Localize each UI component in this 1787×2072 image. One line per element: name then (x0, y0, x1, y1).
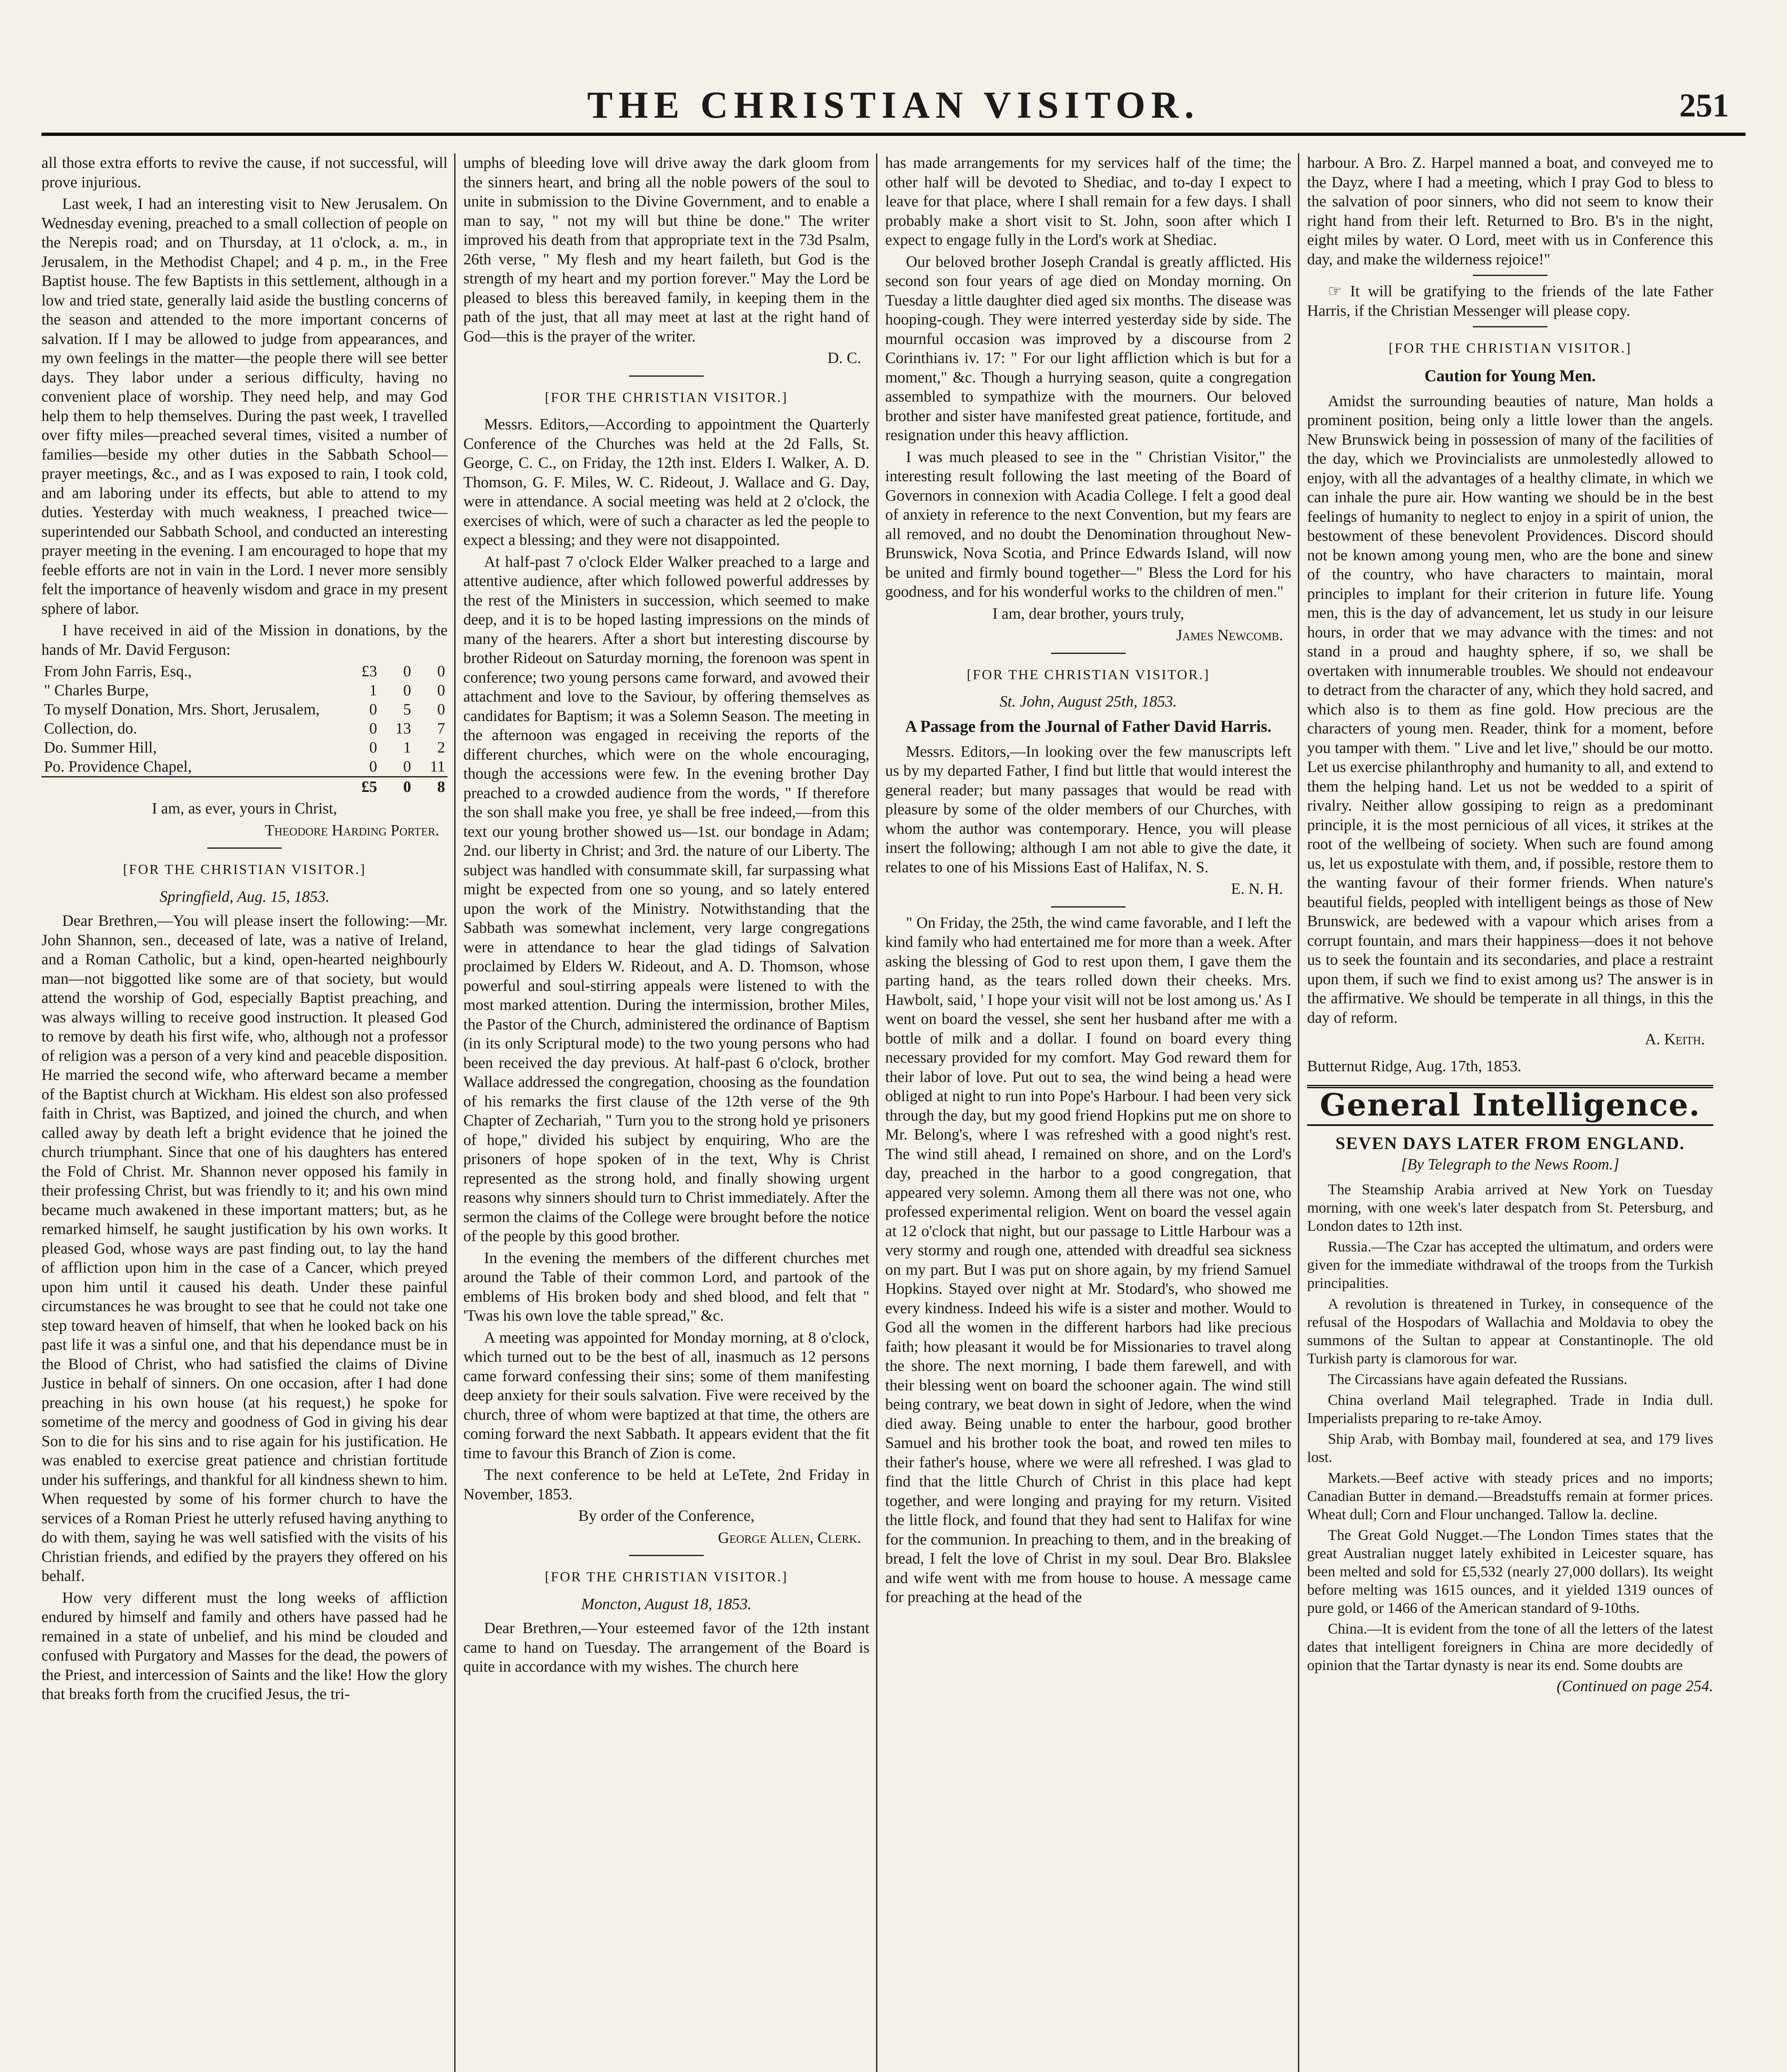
divider (1051, 906, 1126, 908)
news-item: A revolution is threatened in Turkey, in consequence of the refusal of the Hospodars of Wallachia and Moldavia to obey the summons of the Sultan to appear at Constantinople. The old Turkish party is clamorous for war. (1307, 1295, 1713, 1367)
table-cell: 0 (403, 682, 411, 699)
section-head: [FOR THE CHRISTIAN VISITOR.] (1388, 341, 1632, 356)
column-divider (876, 153, 877, 2072)
news-item: The Circassians have again defeated the Russians. (1328, 1370, 1627, 1387)
column-1 (41, 153, 448, 2072)
paragraph: Amidst the surrounding beauties of nature, Man holds a prominent position, being only a little lower than the angels. New Brunswick being in possession of many of the facilities of the day, which we Provincialists are unmolestedly allowed to enjoy, with all the advantages of a healthy climate, in which we can inhale the pure air. How wanting we should be in the best feelings of humanity to neglect to enjoy in a spirit of union, the bestowment of these benevolent Providences. Discord should not be known among young men, who are the bone and sinew of the country, who have characters to maintain, moral principles to implant for their criterion in future life. Young men, this is the day of advancement, let us study in our leisure hours, in order that we may advance with the times: and not stand in a proud and haughty sphere, if so, we shall be overtaken with innumerable troubles. We should not endeavour to detract from the character of any, which they hold sacred, and which also is to them as fine gold. How precious are the characters of young men. Reader, think for a moment, before you tamper with them. " Live and let live," should be our motto. Let us exercise philanthrophy and humanity to all, and extend to them the helping hand. Let us not be wedded to a spirit of rivalry. Neither allow gossiping to reign as a predominant principle, it is the most pernicious of all vices, it strikes at the root of the wellbeing of society. When such are found among us, let us expostulate with them, and, if possible, restore them to the wanting favour of their former friends. When nature's beautiful fields, peopled with intelligent beings as those of New Brunswick, are bedewed with a vapour which arises from a corrupt fountain, and mars their happiness—does it not behove us to seek the fountain and its secondaries, and place a restraint upon them, if such we find to exist among us? The answer is in the affirmative. We should be temperate in all things, in this the day of reform. (1307, 392, 1713, 1026)
table-cell: 1 (403, 739, 411, 756)
page-number: 251 (1679, 87, 1729, 124)
table-cell: 13 (395, 720, 411, 737)
dateline: Springfield, Aug. 15, 1853. (160, 888, 329, 905)
divider (207, 847, 282, 849)
table-cell: 0 (369, 758, 377, 775)
news-item: The Steamship Arabia arrived at New York on Tuesday morning, with one week's later despatch from St. Petersburg, and London dates to 12th inst. (1307, 1181, 1713, 1234)
table-cell: £3 (361, 663, 377, 680)
paragraph: ☞ It will be gratifying to the friends of the late Father Harris, if the Christian Messenger will please copy. (1307, 283, 1713, 320)
paragraph: I was much pleased to see in the " Christian Visitor," the interesting result following the last meeting of the Board of Governors in connexion with Acadia College. I felt a good deal of anxiety in reference to the next Convention, but my fears are all removed, and no doubt the Denomination throughout New-Brunswick, Nova Scotia, and Prince Edwards Island, will now be united and firmly bound together—" Bless the Lord for his goodness, and for his wonderful works to the children of men." (885, 448, 1291, 600)
divider (629, 1555, 704, 1556)
paragraph: Last week, I had an interesting visit to New Jerusalem. On Wednesday evening, preached to a small collection of people on the Nerepis road; and on Thursday, at 11 o'clock, a. m., in Jerusalem, in the Methodist Chapel; and 4 p. m., in the Free Baptist house. The few Baptists in this settlement, although in a low and tried state, generally laid aside the bustling concerns of the season and attended to the more important concerns of salvation. If I may be allowed to judge from appearances, and my own feelings in the matter—the people there will see better days. They labor under a serious difficulty, having no convenient place of worship. They need help, and may God help them to help themselves. During the past week, I travelled over fifty miles—preached several times, visited a number of families—beside my other duties in the Sabbath School—prayer meetings, &c., and as I was exposed to rain, I took cold, and am laboring under its effects, but able to attend to my duties. Yesterday with much weakness, I preached twice—superintended our Sabbath School, and conducted an interesting prayer meeting in the evening. I am encouraged to hope that my feeble efforts are not in vain in the Lord. I never more sensibly felt the importance of heavenly wisdom and grace in my present sphere of labor. (41, 195, 448, 617)
section-head: [FOR THE CHRISTIAN VISITOR.] (966, 667, 1210, 683)
column-divider (454, 153, 455, 2072)
table-cell: 0 (437, 682, 445, 699)
table-cell: 0 (403, 758, 411, 775)
paragraph: A meeting was appointed for Monday morning, at 8 o'clock, which turned out to be the best of all, inasmuch as 12 persons came forward confessing their sins; some of them manifesting deep anxiety for their souls salvation. Five were received by the church, three of whom were baptized at that time, the others are coming forward the next Sabbath. It appears evident that the fit time to favour this Branch of Zion is come. (463, 1329, 869, 1462)
news-subhead: [By Telegraph to the News Room.] (1401, 1156, 1620, 1173)
signature: A. Keith. (1645, 1031, 1705, 1048)
table-row (41, 681, 448, 700)
table-cell: Do. Summer Hill, (44, 739, 157, 756)
table-cell: 0 (380, 777, 414, 797)
table-cell: Po. Providence Chapel, (44, 758, 192, 775)
table-cell: " Charles Burpe, (44, 682, 149, 699)
signature: James Newcomb. (1176, 627, 1283, 644)
general-intelligence-banner: General Intelligence. (1307, 1085, 1713, 1126)
paragraph: Our beloved brother Joseph Crandal is greatly afflicted. His second son four years of age died on Monday morning. On Tuesday a little daughter died aged six months. The disease was hooping-cough. They were interred yesterday side by side. The mournful occasion was improved by a discourse from 2 Corinthians iv. 17: " For our light affliction which is but for a moment," &c. Though a hurrying season, quite a congregation assembled to sympathize with the mourners. Our beloved brother and sister have manifested great patience, fortitude, and resignation under this heavy affliction. (885, 253, 1291, 444)
column-divider (1298, 153, 1299, 2072)
paragraph: Messrs. Editors,—According to appointment the Quarterly Conference of the Churches was held at the 2d Falls, St. George, C. C., on Friday, the 12th inst. Elders I. Walker, A. D. Thomson, G. F. Miles, W. C. Rideout, J. Wallace and G. Day, were in attendance. A social meeting was held at 2 o'clock, the exercises of which, were of such a character as led the people to expect a blessing; and they were not disappointed. (463, 416, 869, 549)
table-cell: 0 (369, 701, 377, 718)
paragraph: I am, dear brother, yours truly, (992, 605, 1184, 622)
article-title: Caution for Young Men. (1424, 366, 1596, 385)
signature: E. N. H. (1231, 880, 1283, 898)
paragraph: Dear Brethren,—You will please insert the following:—Mr. John Shannon, sen., deceased of late, was a native of Ireland, and a Roman Catholic, but a kind, open-hearted neighbourly man—not biggotted like some are of that society, but would attend the worship of God, especially Baptist preaching, and was always willing to receive good instruction. It pleased God to remove by death his first wife, who, although not a professor of religion was a person of a very kind and peaceble disposition. He married the second wife, who afterward became a member of the Baptist church at Wickham. His eldest son also professed faith in Christ, was Baptized, and joined the church, and when called away by death left a bright evidence that he joined the church triumphant. Since that one of his daughters has entered the Fold of Christ. Mr. Shannon never opposed his family in their professing Christ, but was friendly to it; and his own mind became much awakened in these important matters; but, as he remarked himself, he saught justification by his own works. It pleased God, whose ways are past finding out, to lay the hand of affliction upon him in the case of a Cancer, which preyed upon him until it caused his death. Under these painful circumstances he was brought to see that he could not take one step toward heaven of himself, that when he looked back on his past life it was a sinful one, and that his dependance must be in the Blood of Christ, who had satisfied the claims of Divine Justice in behalf of sinners. On one occasion, after I had done preaching in his own house (at his request,) he spoke for sometime of the mercy and goodness of God in giving his dear Son to die for his sins and to rise again for his justification. He was enabled to exercise great patience and christian fortitude under his sufferings, and thankful for all kindness shewn to him. When requested by some of his former church to have the services of a Roman Priest he utterly refused having anything to do with them, saying he was well satisfied with the visits of his Christian friends, and edified by the prayers they offered on his behalf. (41, 912, 448, 1585)
section-head: [FOR THE CHRISTIAN VISITOR.] (545, 390, 788, 405)
news-item: Ship Arab, with Bombay mail, foundered at sea, and 179 lives lost. (1307, 1430, 1713, 1465)
paragraph: Dear Brethren,—Your esteemed favor of the 12th instant came to hand on Tuesday. The arrangement of the Board is quite in accordance with my wishes. The church here (463, 1619, 869, 1675)
paragraph: At half-past 7 o'clock Elder Walker preached to a large and attentive audience, after which followed powerful addresses by the rest of the Ministers in succession, which seemed to make deep, and it is to be hoped lasting impressions on the minds of many of the hearers. After a short but interesting discourse by brother Rideout on Saturday morning, the forenoon was spent in conference; two young persons came forward, and avowed their attachment and love to the Saviour, by offering themselves as candidates for Baptism; it was a Solemn Season. The meeting in the afternoon was engaged in receiving the reports of the different churches, which were on the whole encouraging, though the accessions were few. In the evening brother Day preached to a crowded audience from the words, " If therefore the son shall make you free, ye shall be free indeed,—from this text our young brother showed us—1st. our bondage in Adam; 2nd. our liberty in Christ; and 3rd. the nature of our Liberty. The subject was handled with consummate skill, far surpassing what might be expected from one so young, and so lately entered upon the work of the Ministry. Notwithstanding that the Sabbath was somewhat inclement, very large congregations were in attendance to hear the glad tidings of Salvation proclaimed by Elders W. Rideout, and A. D. Thomson, whose powerful and soul-stirring appeals were listened to with the most marked attention. During the intermission, brother Miles, the Pastor of the Church, administered the ordinance of Baptism (in its only Scriptural mode) to the two young persons who had been received the day previous. At half-past 6 o'clock, brother Wallace addressed the congregation, choosing as the foundation of his remarks the first clause of the 12th verse of the 9th Chapter of Zechariah, " Turn you to the strong hold ye prisoners of hope," divided his subject by enquiring, Who are the prisoners of hope spoken of in the text, Why is Christ represented as the strong hold, and finally showing urgent reasons why sinners should turn to Christ immediately. After the sermon the claims of the College were brought before the notice of the people by this good brother. (463, 553, 869, 1245)
table-row (41, 662, 448, 681)
table-row (41, 738, 448, 757)
table-cell: Collection, do. (44, 720, 137, 737)
table-cell: 2 (437, 739, 445, 756)
divider (629, 375, 704, 377)
dateline: Butternut Ridge, Aug. 17th, 1853. (1307, 1057, 1522, 1075)
column-3 (885, 153, 1291, 2072)
closing-line: I am, as ever, yours in Christ, (152, 800, 337, 817)
table-cell: 0 (437, 663, 445, 680)
table-cell: 7 (437, 720, 445, 737)
paragraph: I have received in aid of the Mission in donations, by the hands of Mr. David Ferguson: (41, 622, 448, 658)
news-item: Markets.—Beef active with steady prices and no imports; Canadian Butter in demand.—Breadstuffs remain at former prices. Wheat dull; Corn and Flour unchanged. Tallow la. decline. (1307, 1469, 1713, 1523)
column-2 (463, 153, 869, 2072)
table-cell: 1 (369, 682, 377, 699)
table-cell: £5 (346, 777, 380, 797)
news-item: China.—It is evident from the tone of all the letters of the latest dates that intelligent foreigners in China are more decidedly of opinion that the Tartar dynasty is near its end. Some doubts are (1307, 1620, 1713, 1673)
signature: D. C. (827, 349, 861, 367)
paragraph: How very different must the long weeks of affliction endured by himself and family and others have passed had he remained in a state of unbelief, and his mind be clouded and confused with Purgatory and Masses for the dead, the powers of the Priest, and intercession of Saints and the like! How the glory that breaks forth from the crucified Jesus, the tri- (41, 1589, 448, 1703)
table-cell (41, 777, 346, 797)
table-cell: 8 (414, 777, 448, 797)
donations-table (41, 662, 448, 796)
paragraph: In the evening the members of the different churches met around the Table of their common Lord, and partook of the emblems of His broken body and shed blood, and felt that " 'Twas his own love the table spread," &c. (463, 1249, 869, 1324)
dateline: Moncton, August 18, 1853. (581, 1595, 752, 1613)
section-head: [FOR THE CHRISTIAN VISITOR.] (123, 862, 366, 877)
table-row (41, 719, 448, 738)
continued-note: (Continued on page 254. (1557, 1677, 1713, 1695)
section-head: [FOR THE CHRISTIAN VISITOR.] (545, 1569, 788, 1585)
divider (1473, 275, 1547, 276)
table-cell: 5 (403, 701, 411, 718)
paragraph: The next conference to be held at LeTete, 2nd Friday in November, 1853. (463, 1466, 869, 1503)
masthead (41, 75, 1746, 137)
table-cell: To myself Donation, Mrs. Short, Jerusalem, (44, 701, 320, 718)
table-cell: 0 (437, 701, 445, 718)
paragraph: By order of the Conference, (578, 1507, 755, 1525)
masthead-title: THE CHRISTIAN VISITOR. (587, 84, 1200, 126)
table-cell: From John Farris, Esq., (44, 663, 192, 680)
paragraph: has made arrangements for my services half of the time; the other half will be devoted to Shediac, and to-day I expect to leave for that place, where I shall remain for a few days. I shall probably make a short visit to St. John, soon after which I expect to engage fully in the Lord's work at Shediac. (885, 154, 1291, 249)
paragraph: umphs of bleeding love will drive away the dark gloom from the sinners heart, and bring all the noble powers of the soul to unite in submission to the Divine Government, and to enable a man to say, " not my will but thine be done." The writer improved his death from that appropriate text in the 73d Psalm, 26th verse, " My flesh and my heart faileth, but God is the strength of my heart and my portion forever." May the Lord be pleased to bless this bereaved family, in keeping them in the path of the just, that all may meet at last at the right hand of God—this is the prayer of the writer. (463, 154, 869, 345)
signature: George Allen, Clerk. (718, 1529, 861, 1547)
divider (1051, 653, 1126, 654)
divider (1473, 326, 1547, 327)
news-items (1307, 1180, 1713, 1674)
paragraph: " On Friday, the 25th, the wind came favorable, and I left the kind family who had entertained me for more than a week. After asking the blessing of God to rest upon them, I gave them the parting hand, as the tears rolled down their cheeks. Mrs. Hawbolt, said, ' I hope your visit will not be lost among us.' As I went on board the vessel, she sent her husband after me with a bottle of milk and a dollar. I found on board every thing necessary provided for my comfort. May God reward them for their labor of love. Put out to sea, the wind being a head were obliged at night to run into Pope's Harbour. I had been very sick through the day, but my good friend Hopkins put me on shore to Mr. Belong's, where I was refreshed with a good night's rest. The wind still ahead, I remained on shore, and on the Lord's day, preached in the harbor to a good congregation, that appeared very solemn. Among them all there was not one, who professed experimental religion. Went on board the vessel again at 12 o'clock that night, but our passage to Little Harbour was a very stormy and rough one, attended with dreadful sea sickness on my part. But I was put on shore again, by my friend Samuel Hopkins. Stayed over night at Mr. Stodard's, who showed me every kindness. Indeed his wife is a sister and mother. Would to God all the women in the different harbors had like precious faith; how pleasant it would be for Missionaries to travel along the shore. The next morning, I bade them farewell, and with their blessing went on board the schooner again. The wind still being contrary, we beat down in sight of Jedore, when the wind died away. Being unable to enter the harbour, good brother Samuel and his brother took the boat, and rowed ten miles to their father's house, where we were all refreshed. I was glad to find that the little Church of Christ in this place had kept together, and were longing and praying for my return. Visited the little flock, and found that they had sent to Halifax for wine for the communion. In preaching to them, and in the breaking of bread, I felt the love of Christ in my soul. Dear Bro. Blakslee and wife went with me from house to house. A message came for preaching at the head of the (885, 914, 1291, 1606)
dateline: St. John, August 25th, 1853. (1000, 693, 1177, 710)
paragraph: all those extra efforts to revive the cause, if not successful, will prove injurious. (41, 154, 448, 191)
table-cell: 0 (369, 720, 377, 737)
paragraph: harbour. A Bro. Z. Harpel manned a boat, and conveyed me to the Dayz, where I had a meeting, which I pray God to bless to the salvation of poor sinners, who did not seem to know their right hand from their left. Returned to Bro. B's in the night, eight miles by water. O Lord, meet with us in Conference this day, and make the wilderness rejoice!" (1307, 154, 1713, 268)
masthead-rule (41, 133, 1746, 136)
table-row (41, 757, 448, 777)
news-headline: SEVEN DAYS LATER FROM ENGLAND. (1335, 1134, 1685, 1153)
table-cell: 11 (430, 758, 445, 775)
column-4 (1307, 153, 1713, 2072)
table-cell: 0 (403, 663, 411, 680)
table-row (41, 700, 448, 719)
signature: Theodore Harding Porter. (264, 821, 439, 839)
article-title: A Passage from the Journal of Father David Harris. (905, 716, 1271, 736)
table-cell: 0 (369, 739, 377, 756)
news-item: The Great Gold Nugget.—The London Times states that the great Australian nugget lately exhibited in Leicester square, has been melted and sold for £5,532 (nearly 27,000 dollars). Its weight before melting was 1615 ounces, and it yielded 1319 ounces of pure gold, or 1466 of the American standard of 9-10ths. (1307, 1526, 1713, 1616)
news-item: Russia.—The Czar has accepted the ultimatum, and orders were given for the immediate withdrawal of the troops from the Turkish principalities. (1307, 1238, 1713, 1291)
news-item: China overland Mail telegraphed. Trade in India dull. Imperialists preparing to re-take Amoy. (1307, 1391, 1713, 1426)
paragraph: Messrs. Editors,—In looking over the few manuscripts left us by my departed Father, I find but little that would interest the general reader; but many passages that would be read with pleasure by some of the older members of our Churches, with whom the author was contemporary. Hence, you will please insert the following; although I am not able to give the date, it relates to one of his Missions East of Halifax, N. S. (885, 743, 1291, 876)
table-row (41, 777, 448, 797)
